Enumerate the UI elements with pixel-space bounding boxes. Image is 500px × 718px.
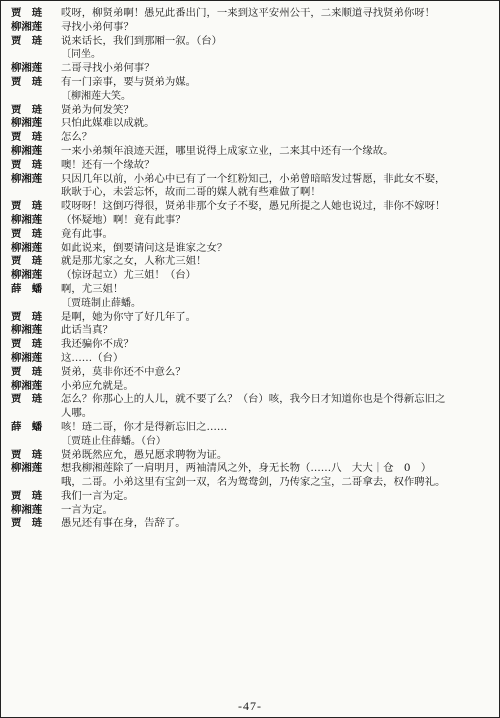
page-number: -47- [238,699,262,713]
dialogue-continuation [11,407,493,421]
dialogue-text: 此话当真？ [61,324,113,337]
dialogue-text: 贤弟，莫非你还不中意么？ [61,365,186,378]
stage-direction-text: 〔同坐。 [61,49,101,61]
speaker-name: 柳湘莲 [11,117,43,130]
dialogue-text: 只因几年以前，小弟心中已有了一个红粉知己，小弟曾暗暗发过誓愿，非此女不娶， [61,172,446,185]
dialogue-line [11,462,493,476]
speaker-name: 柳湘莲 [11,324,43,337]
speaker-name: 柳湘莲 [11,241,43,254]
dialogue-line [11,200,493,214]
dialogue-text: 啊，尤三姐！ [61,282,124,295]
dialogue-line [11,449,493,463]
speaker-name: 薛 蟠 [11,282,43,295]
dialogue-line [11,311,493,325]
speaker-name: 贾 琏 [11,365,43,378]
dialogue-text: 我还骗你不成？ [61,338,134,351]
dialogue-line [11,7,493,21]
dialogue-line [11,214,493,228]
dialogue-text: 哎呀呀！这倒巧得很，贤弟非那个女子不娶，愚兄所提之人她也说过，非你不嫁呀！ [61,200,446,213]
speaker-name: 贾 琏 [11,489,43,502]
speaker-name: 柳湘莲 [11,62,43,75]
dialogue-line [11,504,493,518]
dialogue-text: 寻找小弟何事？ [61,20,134,33]
dialogue-text: 想我柳湘莲除了一肩明月，两袖清风之外，身无长物（……八 大大｜仓 0 ） [61,462,432,475]
dialogue-line [11,159,493,173]
dialogue-line [11,393,493,407]
dialogue-text: 怎么？你那心上的人儿，就不要了么？（台）咳，我今日才知道你也是个得新忘旧之 [61,393,446,406]
speaker-name: 柳湘莲 [11,379,43,392]
dialogue-text: 竟有此事。 [61,227,113,240]
speaker-name: 贾 琏 [11,131,43,144]
dialogue-line [11,117,493,131]
dialogue-line [11,421,493,435]
stage-direction-text: 〔贾琏止住薛蟠。（台） [61,435,166,447]
dialogue-line [11,104,493,118]
dialogue-text: 怎么？ [61,131,93,144]
dialogue-line [11,283,493,297]
dialogue-text: （惊讶起立）尤三姐！（台） [61,269,197,282]
dialogue-text: 这……（台） [61,351,124,364]
dialogue-text: 说来话长，我们到那厢一叙。（台） [61,34,223,47]
stage-direction [11,297,493,311]
dialogue-line [11,380,493,394]
speaker-name: 柳湘莲 [11,351,43,364]
dialogue-line [11,517,493,531]
speaker-name: 薛 蟠 [11,420,43,433]
dialogue-text: 贤弟为何发笑？ [61,103,134,116]
dialogue-text: 愚兄还有事在身，告辞了。 [61,517,186,530]
dialogue-line [11,490,493,504]
dialogue-continuation [11,476,493,490]
dialogue-line [11,76,493,90]
dialogue-line [11,255,493,269]
stage-direction [11,435,493,449]
dialogue-text: 二哥寻找小弟何事？ [61,62,155,75]
dialogue-text: 噢！还有一个缘故？ [61,158,155,171]
speaker-name: 贾 琏 [11,517,43,530]
dialogue-line [11,228,493,242]
stage-direction [11,90,493,104]
speaker-name: 贾 琏 [11,255,43,268]
dialogue-text: 一言为定。 [61,503,113,516]
speaker-name: 贾 琏 [11,7,43,19]
dialogue-line [11,173,493,187]
dialogue-line [11,338,493,352]
dialogue-text: 如此说来，倒要请问这是谁家之女？ [61,241,228,254]
speaker-name: 柳湘莲 [11,172,43,185]
dialogue-text: 只怕此媒难以成就。 [61,117,155,130]
stage-direction [11,48,493,62]
dialogue-text: 咳！琏二哥，你才是得新忘旧之…… [61,420,228,433]
stage-direction-text: 〔柳湘莲大笑。 [61,90,131,102]
dialogue-text: 人哪。 [61,407,93,420]
dialogue-text: 有一门亲事，要与贤弟为媒。 [61,75,197,88]
dialogue-text: （怀疑地）啊！竟有此事？ [61,213,186,226]
dialogue-line [11,62,493,76]
speaker-name: 贾 琏 [11,227,43,240]
dialogue-text: 一来小弟频年浪迹天涯，哪里说得上成家立业，二来其中还有一个缘故。 [61,144,394,157]
dialogue-line [11,242,493,256]
dialogue-line [11,131,493,145]
dialogue-line [11,324,493,338]
speaker-name: 柳湘莲 [11,144,43,157]
speaker-name: 贾 琏 [11,448,43,461]
speaker-name: 柳湘莲 [11,503,43,516]
speaker-name: 贾 琏 [11,200,43,213]
dialogue-line [11,352,493,366]
dialogue-line [11,366,493,380]
speaker-name: 柳湘莲 [11,462,43,475]
speaker-name: 柳湘莲 [11,269,43,282]
dialogue-line [11,145,493,159]
speaker-name: 柳湘莲 [11,20,43,33]
speaker-name: 贾 琏 [11,338,43,351]
dialogue-line [11,35,493,49]
dialogue-text: 是啊，她为你守了好几年了。 [61,310,197,323]
speaker-name: 贾 琏 [11,158,43,171]
speaker-name: 贾 琏 [11,310,43,323]
speaker-name: 贾 琏 [11,75,43,88]
stage-direction-text: 〔贾琏制止薛蟠。 [61,297,141,309]
dialogue-line [11,269,493,283]
dialogue-text: 我们一言为定。 [61,489,134,502]
dialogue-text: 贤弟既然应允，愚兄愿求聘物为证。 [61,448,228,461]
dialogue-text: 就是那尤家之女，人称尤三姐！ [61,255,207,268]
speaker-name: 贾 琏 [11,103,43,116]
dialogue-text: 哎呀，柳贤弟啊！愚兄此番出门，一来到这平安州公干，二来顺道寻找贤弟你呀！ [61,7,436,19]
speaker-name: 柳湘莲 [11,213,43,226]
dialogue-text: 耿耿于心，未尝忘怀，故而二哥的媒人就有些难做了啊！ [61,186,321,199]
speaker-name: 贾 琏 [11,34,43,47]
dialogue-continuation [11,186,493,200]
speaker-name: 贾 琏 [11,393,43,406]
dialogue-text: 小弟应允就是。 [61,379,134,392]
dialogue-text: 哦，二哥。小弟这里有宝剑一双，名为鸳鸯剑，乃传家之宝，二哥拿去，权作聘礼。 [61,476,446,489]
dialogue-line [11,21,493,35]
dialogue-list [11,7,493,531]
